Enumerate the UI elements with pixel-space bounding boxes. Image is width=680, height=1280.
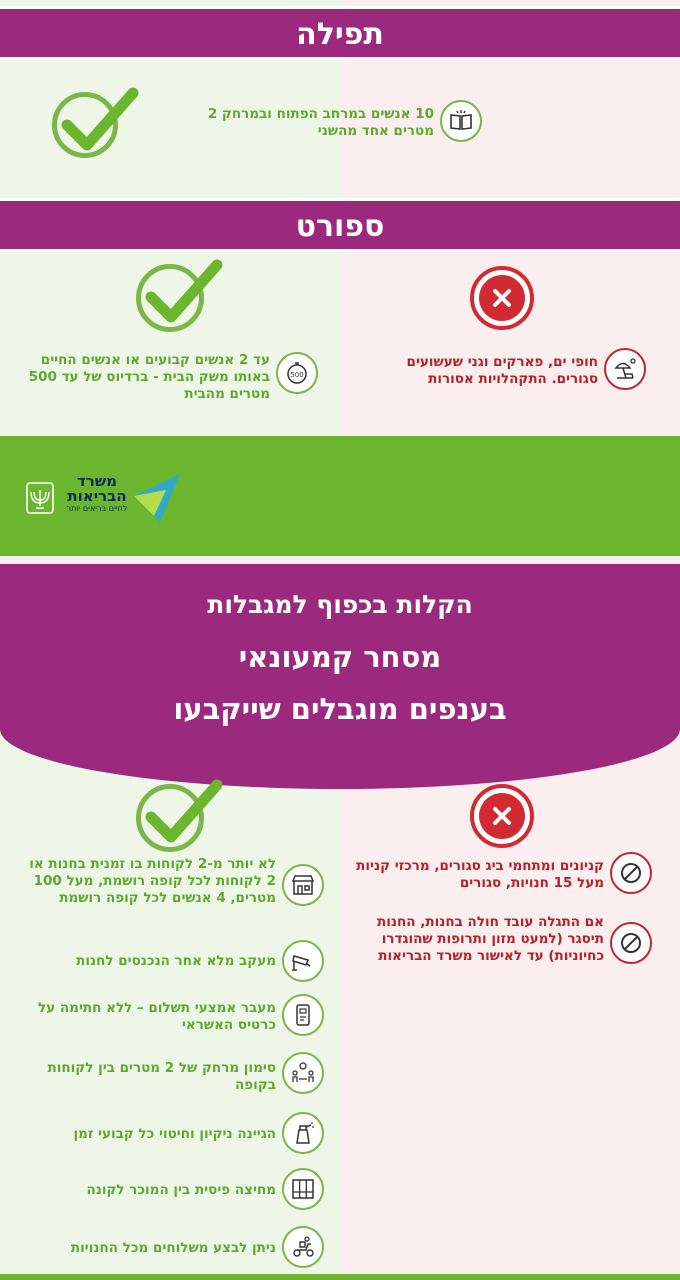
stopwatch-label: 500	[290, 371, 304, 379]
top-panel	[0, 0, 680, 556]
logo-tagline: לחיים בריאים יותר	[66, 504, 128, 513]
credit-card-icon	[282, 994, 324, 1036]
sport-title: ספורט	[295, 209, 385, 244]
panel-divider	[0, 556, 680, 564]
commerce-heading-line1: הקלות בכפוף למגבלות	[207, 590, 473, 619]
sport-band	[0, 198, 680, 252]
commerce-allowed-7: ניתן לבצע משלוחים מכל החנויות	[70, 1240, 276, 1256]
commerce-headline	[0, 564, 680, 789]
logo-line1: משרד	[76, 472, 118, 490]
allowed-check-icon	[136, 264, 204, 332]
partition-icon	[282, 1168, 324, 1210]
no-entry-icon	[610, 922, 652, 964]
security-camera-icon	[282, 940, 324, 982]
sport-allowed-text: עד 2 אנשים קבועים או אנשים החיים באותו משק הבית - ברדיוס של עד 500 מטרים מהבית	[28, 352, 270, 402]
book-icon	[440, 100, 482, 142]
allowed-check-icon	[52, 92, 118, 158]
distance-people-icon	[282, 1052, 324, 1094]
allowed-check-icon	[136, 784, 204, 852]
commerce-forbidden-2: אם התגלה עובד חולה בחנות, החנות תיסגר (למעט מזון ותרופות שהוגדרו כחיוניות) עד לאישור משרד הבריאות	[377, 914, 604, 964]
no-entry-icon	[610, 852, 652, 894]
ministry-logo	[26, 466, 186, 530]
footer-bar	[0, 436, 680, 556]
menorah-emblem-icon	[26, 482, 54, 514]
logo-text	[62, 474, 132, 514]
commerce-allowed-6: מחיצה פיסית בין המוכר לקונה	[86, 1182, 276, 1198]
logo-swoosh-icon	[130, 466, 184, 526]
logo-line2: הבריאות	[67, 487, 127, 505]
beach-icon	[604, 348, 646, 390]
delivery-scooter-icon	[282, 1226, 324, 1268]
forbidden-x-icon	[470, 784, 534, 848]
commerce-allowed-5: הגיינה ניקיון וחיטוי כל קבועי זמן	[73, 1126, 276, 1142]
commerce-forbidden-1: קניונים ומתחמי ביג סגורים, מרכזי קניות מעל 15 חנויות, סגורים	[356, 858, 604, 891]
prayer-title: תפילה	[296, 17, 384, 52]
commerce-heading-line3: בענפים מוגבלים שייקבעו	[173, 692, 507, 726]
commerce-allowed-2: מעקב מלא אחר הנכנסים לחנות	[76, 953, 276, 969]
prayer-band	[0, 6, 680, 60]
stopwatch-icon	[276, 352, 318, 394]
bottom-green-edge	[0, 1274, 680, 1280]
sport-forbidden-text: חופי ים, פארקים וגני שעשועים סגורים. התקהלויות אסורות	[406, 354, 598, 387]
commerce-allowed-1: לא יותר מ-2 לקוחות בו זמנית בחנות או 2 לקוחות לכל קופה רושמת, מעל 100 מטרים, 4 אנשים לכל קופה רושמת	[29, 856, 276, 906]
forbidden-x-icon	[470, 266, 534, 330]
storefront-icon	[282, 864, 324, 906]
commerce-allowed-4: סימון מרחק של 2 מטרים בין לקוחות בקופה	[47, 1060, 276, 1093]
prayer-allowed-text: 10 אנשים במרחב הפתוח ובמרחק 2 מטרים אחד מהשני	[207, 106, 434, 139]
spray-bottle-icon	[282, 1112, 324, 1154]
commerce-allowed-3: מעבר אמצעי תשלום – ללא חתימה על כרטיס האשראי	[38, 1000, 276, 1033]
commerce-heading-line2: מסחר קמעונאי	[238, 640, 442, 674]
